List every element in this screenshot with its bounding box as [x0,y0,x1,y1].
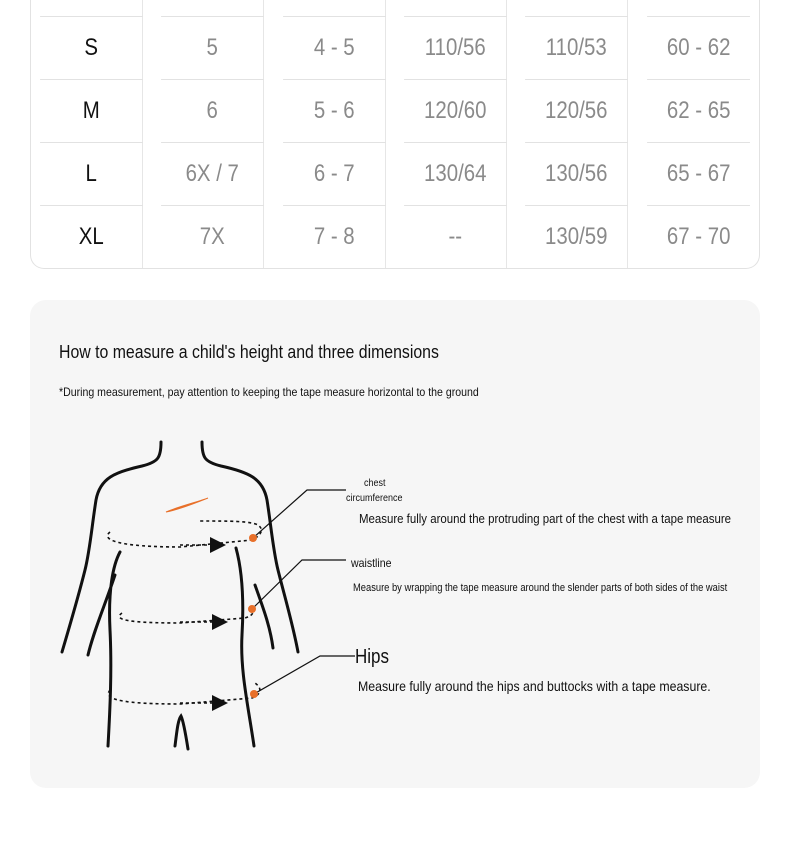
waist-label: waistline [351,556,392,570]
table-cell: 110/53 [525,17,628,80]
size-cell: S [40,17,143,80]
table-cell: 65 - 67 [647,143,750,206]
table-cell: 130/59 [525,206,628,268]
waist-description: Measure by wrapping the tape measure around the slender parts of both sides of the waist [353,582,728,594]
table-cell: 67 - 70 [666,223,731,250]
chest-marker [249,534,257,542]
chest-description: Measure fully around the protruding part of the chest with a tape measure [359,511,732,526]
table-cell: 5 [161,17,264,80]
table-cell [161,0,264,17]
table-row [31,80,759,143]
hips-description: Measure fully around the hips and buttocks with a tape measure. [358,678,711,694]
table-cell: 6 - 7 [283,143,386,206]
table-row [31,143,759,206]
chest-label-line2: circumference [346,493,403,504]
measurement-guide-card [30,300,760,788]
size-cell: XL [40,206,143,268]
table-cell: 110/56 [404,17,507,80]
table-cell [525,0,628,17]
size-chart-table [30,0,760,269]
table-cell: 62 - 65 [647,80,750,143]
waist-leader-line [252,560,346,609]
table-cell [404,0,507,17]
table-cell: 120/60 [404,80,507,143]
table-cell: 120/56 [525,80,628,143]
table-cell: 7 - 8 [283,206,386,268]
table-row [31,17,759,80]
table-cell [40,0,143,17]
guide-note: *During measurement, pay attention to keeping the tape measure horizontal to the ground [59,385,479,399]
size-cell: M [40,80,143,143]
table-row [31,206,759,268]
table-cell: 6X / 7 [161,143,264,206]
table-row [31,0,759,17]
table-cell: 7X [161,206,264,268]
table-cell: 130/64 [404,143,507,206]
table-cell: 130/56 [525,143,628,206]
table-cell: 4 - 5 [283,17,386,80]
size-cell: L [40,143,143,206]
body-outline-illustration [30,300,760,788]
hips-label: Hips [355,646,390,668]
swoosh-logo-icon [166,498,208,512]
chest-label: chest [364,478,386,489]
table-cell [647,0,750,17]
hips-leader-line [254,656,355,694]
table-cell: 6 [161,80,264,143]
table-cell: 60 - 62 [647,17,750,80]
table-cell: -- [404,206,507,268]
hips-marker [250,690,258,698]
waist-marker [248,605,256,613]
guide-title: How to measure a child's height and three dimensions [59,342,439,362]
table-cell: 5 - 6 [283,80,386,143]
table-cell [283,0,386,17]
